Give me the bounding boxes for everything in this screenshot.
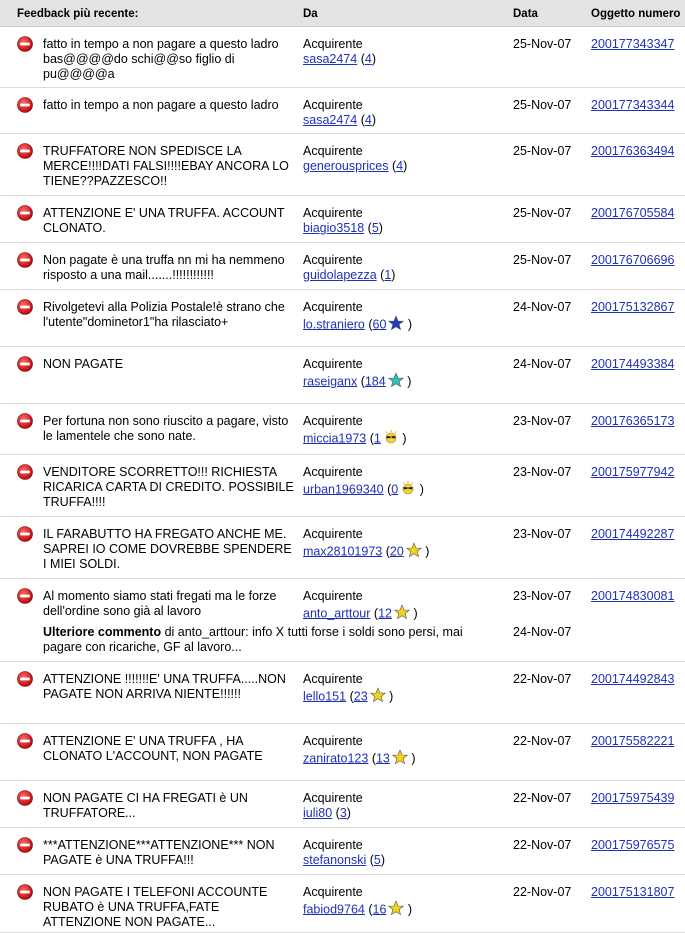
yellow-star-icon[interactable] — [394, 604, 410, 624]
user-role: Acquirente — [303, 357, 363, 371]
username-link[interactable]: anto_arttour — [303, 606, 371, 621]
username-link[interactable]: miccia1973 — [303, 431, 367, 446]
negative-feedback-icon — [17, 526, 33, 542]
feedback-comment: Non pagate è una truffa nn mi ha nemmeno risposto a una mail.......!!!!!!!!!!!! — [43, 253, 285, 282]
header-from: Da — [303, 8, 318, 20]
score-close: ) — [402, 431, 407, 446]
user-info — [303, 52, 508, 67]
user-role: Acquirente — [303, 885, 363, 899]
user-info — [303, 480, 508, 500]
feedback-score-link[interactable]: 4 — [396, 159, 404, 173]
yellow-star-icon[interactable] — [370, 687, 386, 707]
header-date: Data — [513, 8, 538, 20]
score-close: ) — [407, 317, 413, 332]
feedback-comment: IL FARABUTTO HA FREGATO ANCHE ME. SAPREI IO COME DOVREBBE SPENDERE I MIEI SOLDI. — [43, 527, 292, 571]
username-link[interactable]: zanirato123 — [303, 751, 369, 766]
table-row — [0, 290, 685, 347]
score-open: ( — [360, 52, 365, 66]
feedback-date: 22-Nov-07 — [513, 672, 572, 686]
followup-label: Ulteriore commento — [43, 625, 162, 639]
score-close: ) — [389, 689, 394, 704]
table-row — [0, 517, 685, 579]
feedback-score-link[interactable]: 20 — [389, 544, 404, 559]
score-close: ) — [413, 606, 418, 621]
user-role: Acquirente — [303, 253, 363, 267]
user-role: Acquirente — [303, 791, 363, 805]
user-info — [303, 159, 508, 174]
feedback-comment: TRUFFATORE NON SPEDISCE LA MERCE!!!!DATI FALSI!!!!EBAY ANCORA LO TIENE??PAZZESCO!! — [43, 144, 289, 188]
feedback-comment: ***ATTENZIONE***ATTENZIONE*** NON PAGATE è UNA TRUFFA!!! — [43, 838, 275, 867]
score-open: ( — [360, 374, 365, 389]
negative-feedback-icon — [17, 733, 33, 749]
username-link[interactable]: urban1969340 — [303, 482, 384, 497]
feedback-comment: fatto in tempo a non pagare a questo ladro bas@@@@do schi@@so figlio di pu@@@@a — [43, 37, 279, 81]
score-close: ) — [378, 221, 383, 235]
followup-date: 24-Nov-07 — [513, 625, 572, 639]
item-number-link[interactable]: 200175975439 — [591, 791, 675, 805]
user-role: Acquirente — [303, 414, 363, 428]
user-info — [303, 604, 508, 624]
negative-feedback-icon — [17, 884, 33, 900]
feedback-date: 25-Nov-07 — [513, 98, 572, 112]
user-info — [303, 372, 508, 392]
username-link[interactable]: iuli80 — [303, 806, 333, 820]
table-row — [0, 134, 685, 196]
user-info — [303, 542, 508, 562]
negative-feedback-icon — [17, 252, 33, 268]
score-open: ( — [368, 902, 373, 917]
feedback-comment: Al momento siamo stati fregati ma le forze dell'ordine sono già al lavoro — [43, 589, 277, 618]
score-open: ( — [391, 159, 397, 173]
score-close: ) — [371, 113, 376, 127]
feedback-date: 22-Nov-07 — [513, 734, 572, 748]
score-open: ( — [369, 853, 374, 867]
user-info — [303, 900, 508, 920]
score-open: ( — [387, 482, 392, 497]
score-close: ) — [425, 544, 430, 559]
table-row — [0, 196, 685, 243]
feedback-score-link[interactable]: 5 — [371, 221, 379, 235]
username-link[interactable]: lo.straniero — [303, 317, 365, 332]
user-info — [303, 221, 508, 236]
score-open: ( — [360, 113, 365, 127]
negative-feedback-icon — [17, 837, 33, 853]
negative-feedback-icon — [17, 790, 33, 806]
header-feedback: Feedback più recente: — [17, 8, 139, 20]
feedback-comment: NON PAGATE I TELEFONI ACCOUNTE RUBATO è UNA TRUFFA,FATE ATTENZIONE NON PAGATE... — [43, 885, 268, 929]
score-close: ) — [411, 751, 416, 766]
feedback-comment: Rivolgetevi alla Polizia Postale!è strano che l'utente"dominetor1"ha rilasciato+ — [43, 300, 285, 329]
followup-author: di anto_arttour: — [164, 625, 249, 639]
item-number-link[interactable]: 200176365173 — [591, 414, 675, 428]
user-info — [303, 853, 508, 868]
table-row — [0, 579, 685, 662]
username-link[interactable]: generousprices — [303, 159, 389, 173]
feedback-date: 24-Nov-07 — [513, 357, 572, 371]
item-number-link[interactable]: 200174830081 — [591, 589, 675, 603]
table-row — [0, 347, 685, 404]
score-open: ( — [368, 317, 373, 332]
yellow-star-icon[interactable] — [388, 900, 404, 920]
user-info — [303, 806, 508, 821]
item-number-link[interactable]: 200176705584 — [591, 206, 675, 220]
feedback-score-link[interactable]: 16 — [372, 902, 387, 917]
item-number-link[interactable]: 200175132867 — [591, 300, 675, 314]
item-number-link[interactable]: 200176363494 — [591, 144, 675, 158]
score-open: ( — [369, 431, 374, 446]
item-number-link[interactable]: 200177343347 — [591, 37, 675, 51]
followup-comment — [43, 625, 473, 655]
score-open: ( — [385, 544, 390, 559]
username-link[interactable]: raseiganx — [303, 374, 358, 389]
turquoise-star-icon[interactable] — [388, 372, 404, 392]
negative-feedback-icon — [17, 299, 33, 315]
item-number-link[interactable]: 200175977942 — [591, 465, 675, 479]
username-link[interactable]: sasa2474 — [303, 113, 358, 127]
user-role: Acquirente — [303, 734, 363, 748]
feedback-score-link[interactable]: 4 — [364, 113, 372, 127]
score-close: ) — [407, 374, 412, 389]
user-info — [303, 749, 508, 769]
score-close: ) — [346, 806, 351, 820]
user-info — [303, 687, 508, 707]
table-row — [0, 455, 685, 517]
score-close: ) — [380, 853, 386, 867]
user-role: Acquirente — [303, 144, 363, 158]
negative-feedback-icon — [17, 36, 33, 52]
feedback-date: 23-Nov-07 — [513, 527, 572, 541]
table-row — [0, 243, 685, 290]
user-role: Acquirente — [303, 98, 363, 112]
feedback-score-link[interactable]: 184 — [364, 374, 386, 389]
item-number-link[interactable]: 200175131807 — [591, 885, 675, 899]
score-open: ( — [373, 606, 379, 621]
score-close: ) — [403, 159, 408, 173]
item-number-link[interactable]: 200177343344 — [591, 98, 675, 112]
feedback-comment: NON PAGATE CI HA FREGATI è UN TRUFFATORE... — [43, 791, 248, 820]
feedback-comment: fatto in tempo a non pagare a questo ladro — [43, 98, 279, 112]
user-info — [303, 429, 508, 449]
username-link[interactable]: guidolapezza — [303, 268, 377, 282]
feedback-score-link[interactable]: 13 — [375, 751, 390, 766]
user-role: Acquirente — [303, 527, 363, 541]
feedback-score-link[interactable]: 23 — [353, 689, 368, 704]
feedback-date: 23-Nov-07 — [513, 589, 572, 603]
score-open: ( — [367, 221, 372, 235]
score-close: ) — [419, 482, 424, 497]
feedback-comment: NON PAGATE — [43, 357, 124, 371]
user-info — [303, 113, 508, 128]
score-open: ( — [371, 751, 376, 766]
user-info — [303, 268, 508, 283]
item-number-link[interactable]: 200174492287 — [591, 527, 675, 541]
feedback-score-link[interactable]: 12 — [378, 606, 392, 621]
username-link[interactable]: stefanonski — [303, 853, 367, 867]
negative-feedback-icon — [17, 464, 33, 480]
feedback-score-link[interactable]: 1 — [373, 431, 381, 446]
negative-feedback-icon — [17, 671, 33, 687]
user-role: Acquirente — [303, 465, 363, 479]
feedback-comment: ATTENZIONE E' UNA TRUFFA , HA CLONATO L'ACCOUNT, NON PAGATE — [43, 734, 263, 763]
item-number-link[interactable]: 200175582221 — [591, 734, 675, 748]
feedback-score-link[interactable]: 0 — [391, 482, 399, 497]
table-row — [0, 88, 685, 134]
table-row — [0, 404, 685, 455]
table-row — [0, 27, 685, 88]
feedback-date: 25-Nov-07 — [513, 206, 572, 220]
user-role: Acquirente — [303, 672, 363, 686]
sunglasses-icon[interactable] — [400, 480, 416, 500]
username-link[interactable]: sasa2474 — [303, 52, 358, 66]
feedback-date: 25-Nov-07 — [513, 37, 572, 51]
table-row — [0, 828, 685, 875]
feedback-date: 23-Nov-07 — [513, 465, 572, 479]
user-role: Acquirente — [303, 37, 363, 51]
user-role: Acquirente — [303, 838, 363, 852]
table-header — [0, 0, 685, 27]
feedback-score-link[interactable]: 4 — [364, 52, 372, 66]
feedback-date: 25-Nov-07 — [513, 253, 572, 267]
negative-feedback-icon — [17, 143, 33, 159]
user-role: Acquirente — [303, 300, 363, 314]
table-row — [0, 781, 685, 828]
feedback-score-link[interactable]: 60 — [372, 317, 387, 332]
feedback-score-link[interactable]: 1 — [384, 268, 392, 282]
feedback-comment: VENDITORE SCORRETTO!!! RICHIESTA RICARICA CARTA DI CREDITO. POSSIBILE TRUFFA!!!! — [43, 465, 294, 509]
item-number-link[interactable]: 200174493384 — [591, 357, 675, 371]
negative-feedback-icon — [17, 205, 33, 221]
score-open: ( — [335, 806, 340, 820]
feedback-comment: ATTENZIONE !!!!!!!E' UNA TRUFFA.....NON PAGATE NON ARRIVA NIENTE!!!!!! — [43, 672, 286, 701]
yellow-star-icon[interactable] — [392, 749, 408, 769]
feedback-date: 22-Nov-07 — [513, 838, 572, 852]
user-role: Acquirente — [303, 589, 363, 603]
yellow-star-icon[interactable] — [406, 542, 422, 562]
feedback-date: 25-Nov-07 — [513, 144, 572, 158]
item-number-link[interactable]: 200174492843 — [591, 672, 675, 686]
followup-text: info X tutti forse i soldi sono persi, mai pagare con ricariche, GF al lavoro... — [43, 625, 463, 654]
blue-star-icon[interactable] — [388, 315, 404, 335]
feedback-date: 22-Nov-07 — [513, 791, 572, 805]
table-row — [0, 662, 685, 724]
item-number-link[interactable]: 200176706696 — [591, 253, 675, 267]
negative-feedback-icon — [17, 588, 33, 604]
user-info — [303, 315, 508, 335]
username-link[interactable]: lello151 — [303, 689, 347, 704]
score-open: ( — [349, 689, 354, 704]
score-close: ) — [391, 268, 396, 282]
score-close: ) — [407, 902, 413, 917]
header-item-number: Oggetto numero — [591, 8, 681, 20]
username-link[interactable]: fabiod9764 — [303, 902, 365, 917]
table-row — [0, 724, 685, 781]
feedback-score-link[interactable]: 3 — [339, 806, 347, 820]
item-number-link[interactable]: 200175976575 — [591, 838, 675, 852]
feedback-date: 22-Nov-07 — [513, 885, 572, 899]
feedback-date: 24-Nov-07 — [513, 300, 572, 314]
negative-feedback-icon — [17, 356, 33, 372]
username-link[interactable]: max28101973 — [303, 544, 383, 559]
feedback-date: 23-Nov-07 — [513, 414, 572, 428]
feedback-comment: Per fortuna non sono riuscito a pagare, visto le lamentele che sono nate. — [43, 414, 289, 443]
score-close: ) — [371, 52, 376, 66]
feedback-comment: ATTENZIONE E' UNA TRUFFA. ACCOUNT CLONATO. — [43, 206, 285, 235]
sunglasses-icon[interactable] — [383, 429, 399, 449]
negative-feedback-icon — [17, 413, 33, 429]
score-open: ( — [380, 268, 385, 282]
table-row — [0, 875, 685, 933]
user-role: Acquirente — [303, 206, 363, 220]
negative-feedback-icon — [17, 97, 33, 113]
username-link[interactable]: biagio3518 — [303, 221, 365, 235]
feedback-score-link[interactable]: 5 — [373, 853, 381, 867]
